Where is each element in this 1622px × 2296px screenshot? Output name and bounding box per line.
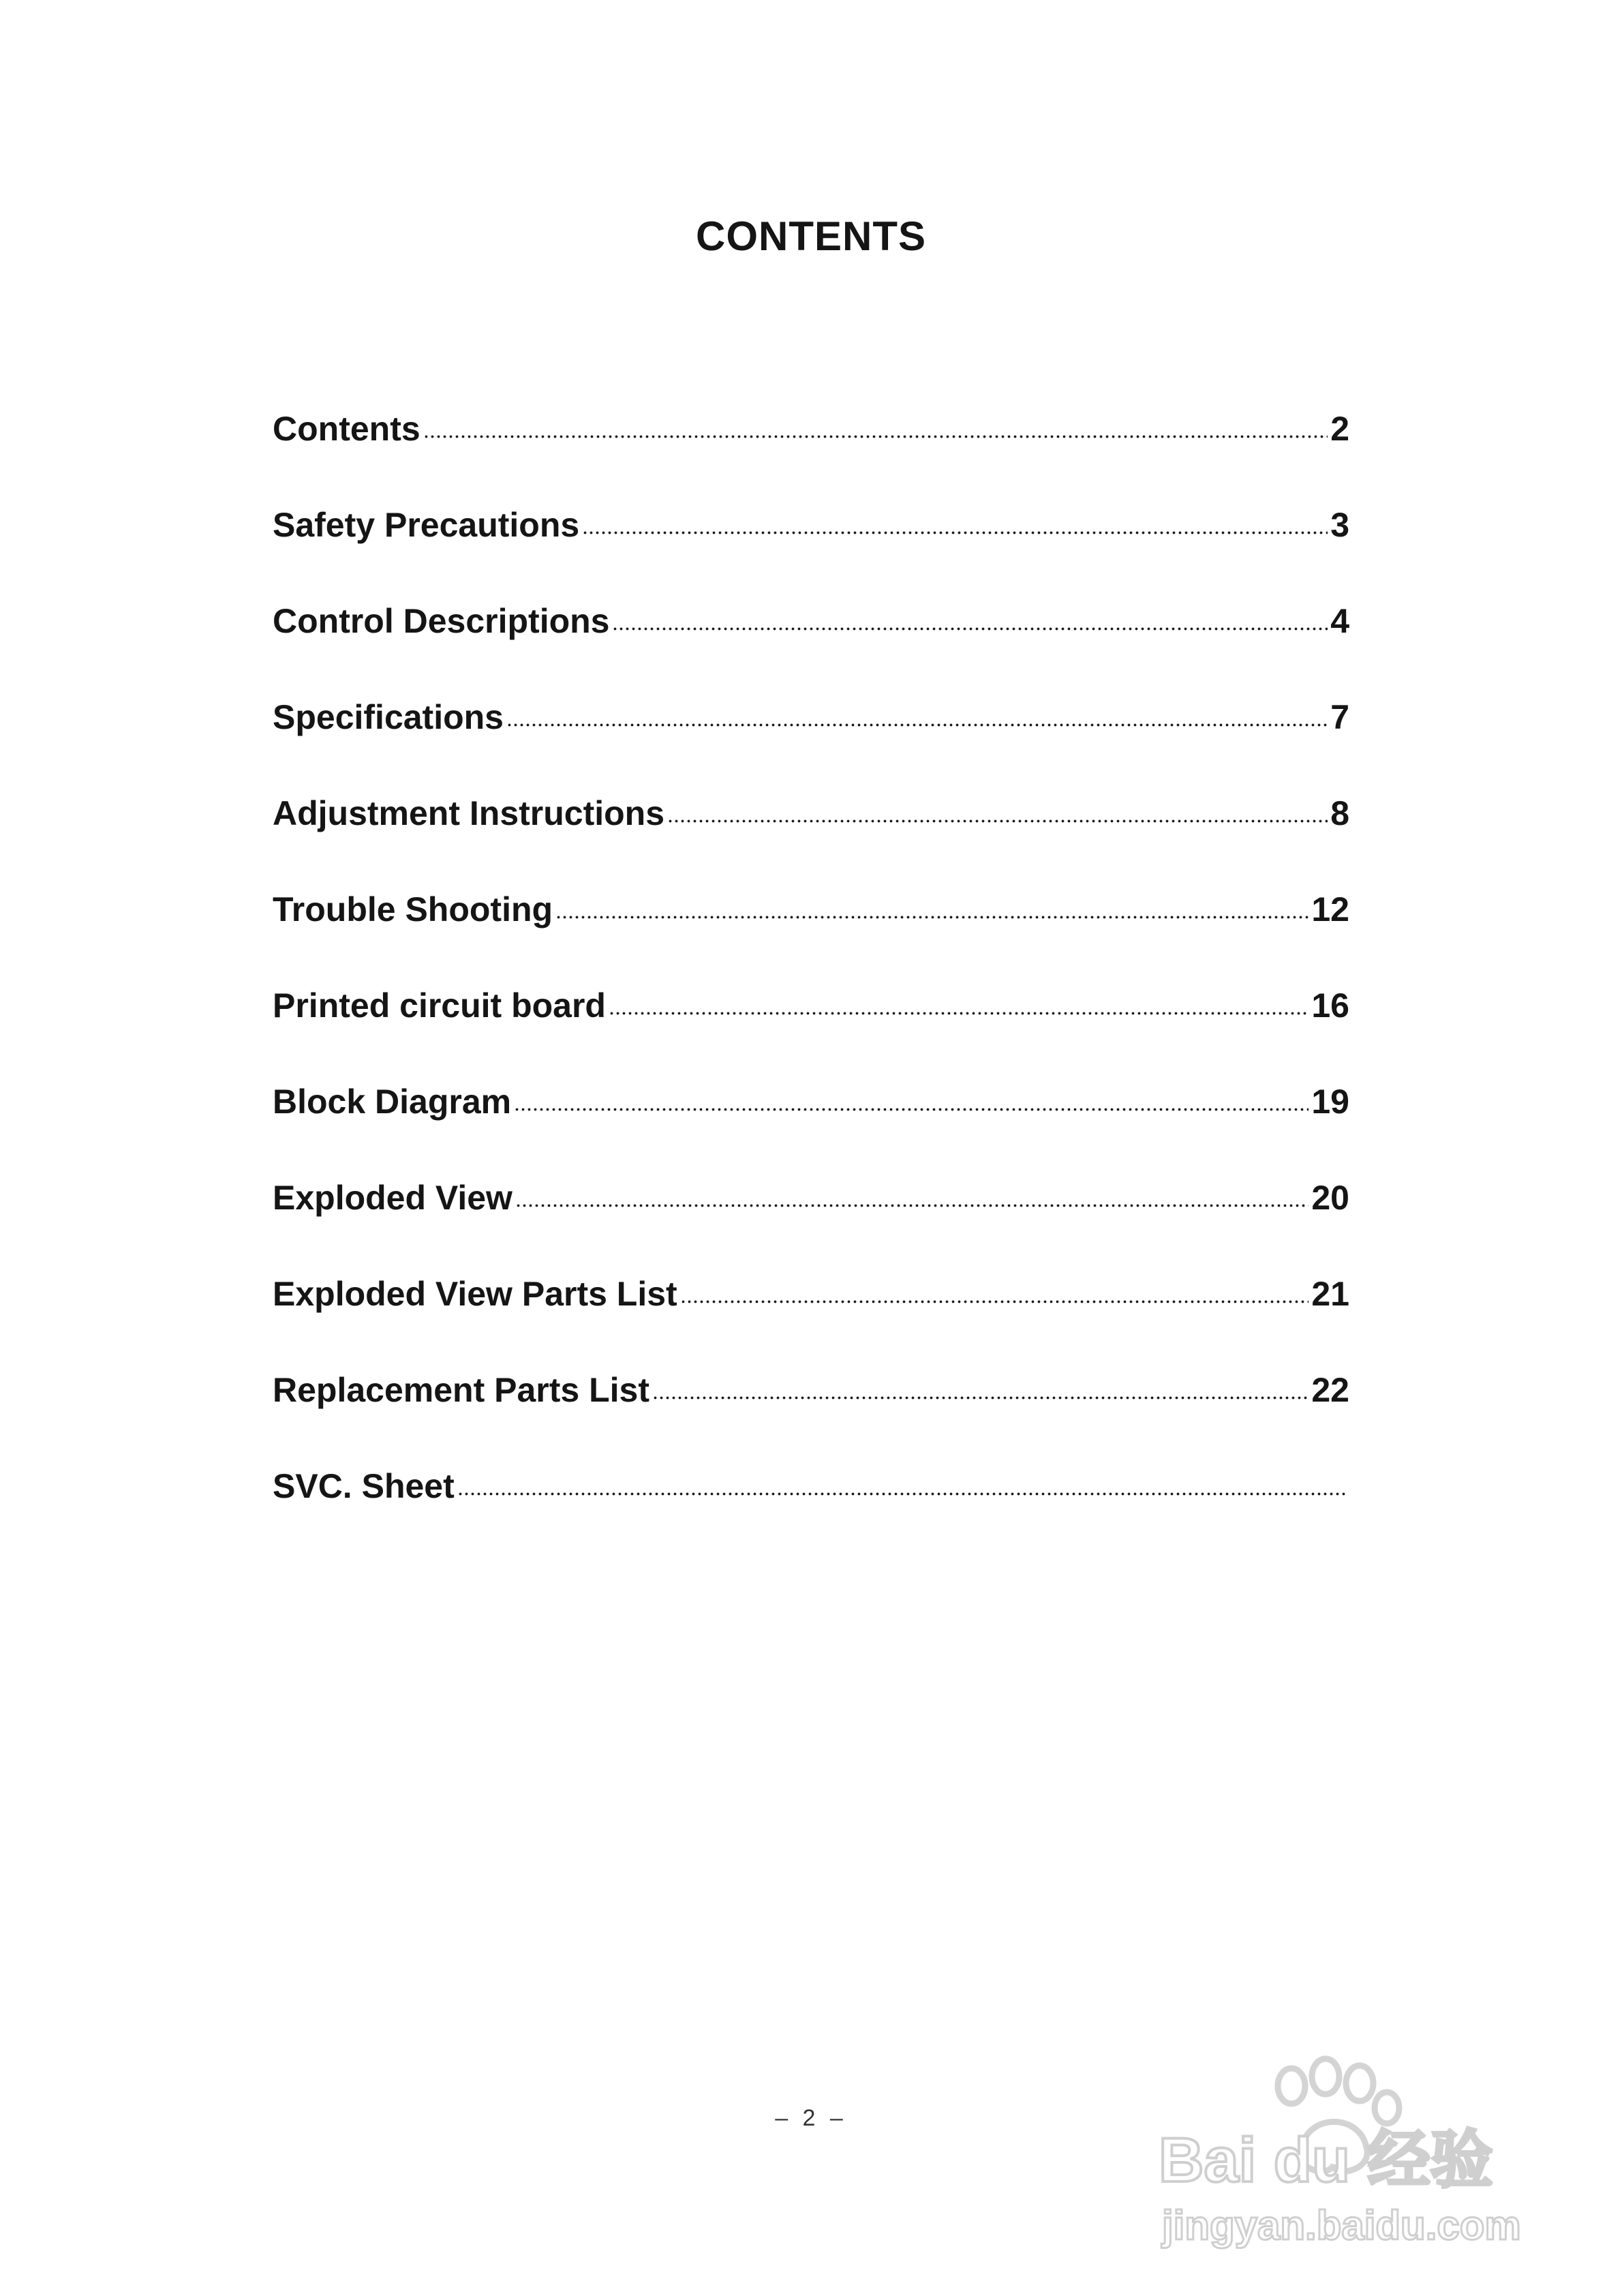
- toc-entry[interactable]: [273, 986, 1349, 1082]
- toc-entry-label: Exploded View: [273, 1179, 512, 1217]
- toc-dot-leader: [667, 819, 1328, 824]
- toc-entry-label: Trouble Shooting: [273, 890, 553, 928]
- toc-dot-leader: [457, 1492, 1347, 1496]
- toc-entry-label: Contents: [273, 410, 420, 448]
- toc-entry[interactable]: [273, 697, 1349, 794]
- toc-entry-page: 22: [1311, 1371, 1349, 1409]
- toc-entry[interactable]: [273, 1466, 1349, 1562]
- toc-entry-label: Safety Precautions: [273, 506, 580, 544]
- toc-entry-page: 2: [1330, 410, 1349, 448]
- toc-entry-label: Adjustment Instructions: [273, 794, 665, 832]
- toc-dot-leader: [506, 723, 1328, 727]
- toc-entry-label: Block Diagram: [273, 1083, 512, 1121]
- toc-entry-page: 3: [1330, 506, 1349, 544]
- toc-entry-page: 21: [1311, 1275, 1349, 1313]
- toc-dot-leader: [423, 434, 1328, 439]
- toc-entry[interactable]: [273, 505, 1349, 601]
- toc-entry[interactable]: [273, 1370, 1349, 1466]
- toc-entry-label: Printed circuit board: [273, 986, 606, 1025]
- toc-entry[interactable]: [273, 1082, 1349, 1178]
- page-title: CONTENTS: [696, 213, 926, 259]
- toc-dot-leader: [582, 530, 1328, 535]
- watermark-brand: Bai du 经验: [1159, 2126, 1493, 2195]
- toc-dot-leader: [612, 626, 1328, 631]
- watermark-url: jingyan.baidu.com: [1162, 2203, 1521, 2248]
- toc-entry-page: 8: [1330, 794, 1349, 832]
- toc-entry-label: Replacement Parts List: [273, 1371, 649, 1409]
- toc-entry-label: Control Descriptions: [273, 602, 610, 640]
- toc-dot-leader: [652, 1395, 1309, 1400]
- toc-entry-page: 4: [1330, 602, 1349, 640]
- toc-entry-page: 20: [1311, 1179, 1349, 1217]
- toc-entry-page: 16: [1311, 986, 1349, 1025]
- toc-dot-leader: [515, 1203, 1309, 1208]
- toc-entry[interactable]: [273, 409, 1349, 505]
- table-of-contents: [273, 409, 1349, 1562]
- toc-entry[interactable]: [273, 890, 1349, 986]
- toc-entry[interactable]: [273, 601, 1349, 697]
- toc-dot-leader: [514, 1107, 1309, 1112]
- toc-entry-label: Exploded View Parts List: [273, 1275, 677, 1313]
- toc-entry-label: Specifications: [273, 698, 504, 736]
- toc-dot-leader: [609, 1011, 1309, 1016]
- toc-entry[interactable]: [273, 1178, 1349, 1274]
- baidu-jingyan-watermark: [1155, 2045, 1537, 2256]
- toc-dot-leader: [555, 915, 1309, 920]
- toc-dot-leader: [680, 1299, 1309, 1304]
- toc-entry[interactable]: [273, 794, 1349, 890]
- toc-entry-label: SVC. Sheet: [273, 1467, 455, 1505]
- toc-entry-page: 19: [1311, 1083, 1349, 1121]
- toc-entry-page: 12: [1311, 890, 1349, 928]
- page-number: – 2 –: [775, 2105, 847, 2131]
- toc-entry-page: 7: [1330, 698, 1349, 736]
- toc-entry[interactable]: [273, 1274, 1349, 1370]
